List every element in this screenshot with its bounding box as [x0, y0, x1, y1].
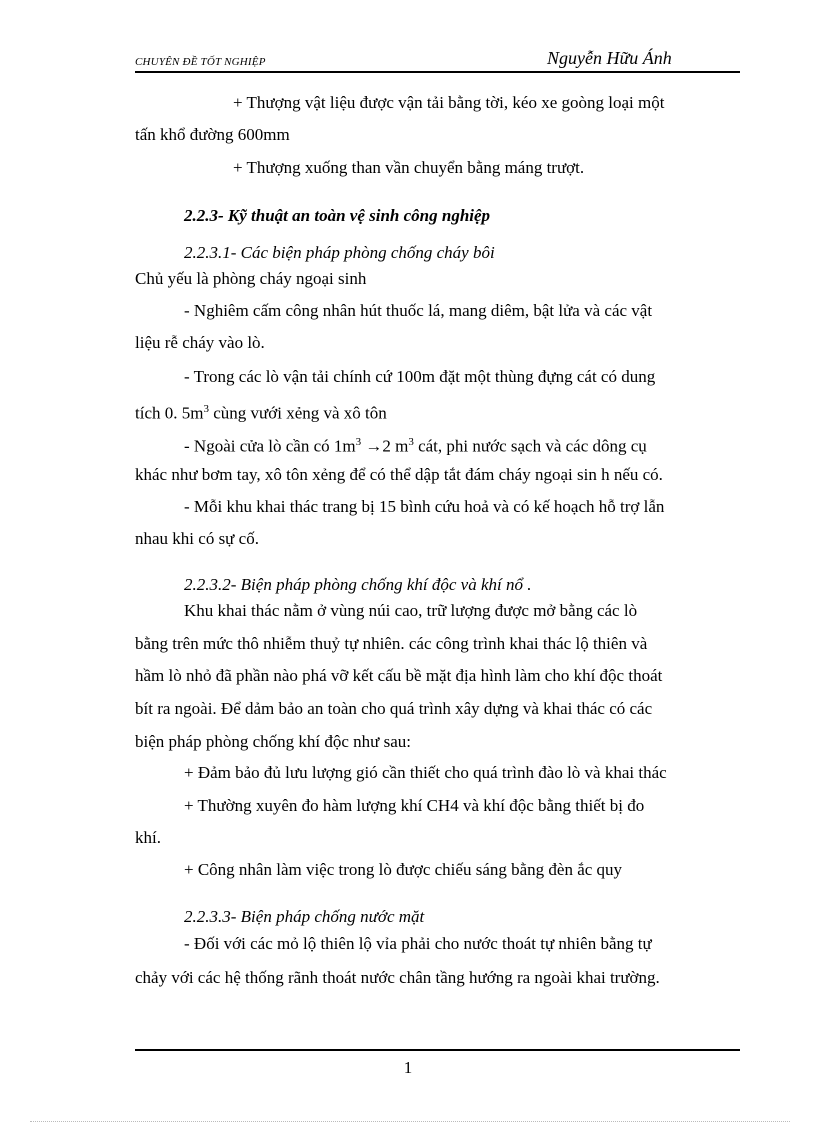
paragraph-line: Chủ yếu là phòng cháy ngoại sinh: [135, 269, 367, 288]
subsection-heading: 2.2.3.2- Biện pháp phòng chống khí độc và khí nổ .: [184, 575, 532, 594]
paragraph-line: bằng trên mức thô nhiễm thuỷ tự nhiên. các công trình khai thác lộ thiên và: [135, 634, 648, 653]
section-heading: 2.2.3- Kỹ thuật an toàn vệ sinh công nghiệp: [184, 206, 491, 225]
footer-divider: [135, 1049, 740, 1051]
page-header: [135, 48, 740, 72]
paragraph-line: - Mỗi khu khai thác trang bị 15 bình cứu hoả và có kế hoạch hỗ trợ lẫn: [184, 497, 665, 516]
paragraph-line: - Đối với các mỏ lộ thiên lộ vỉa phải cho nước thoát tự nhiên bằng tự: [184, 934, 652, 953]
subsection-heading: 2.2.3.1- Các biện pháp phòng chống cháy bôi: [184, 243, 495, 262]
paragraph-line: + Thượng xuống than vần chuyển bằng máng trượt.: [233, 158, 585, 177]
text-run: cùng vưới xẻng và xô tôn: [208, 403, 387, 423]
text-run: tích 0. 5m: [135, 403, 204, 423]
text-run: - Ngoài cửa lò cần có 1m: [184, 436, 356, 456]
header-author: Nguyễn Hữu Ánh: [547, 48, 672, 68]
paragraph-line: hầm lò nhỏ đã phần nào phá vỡ kết cấu bề mặt địa hình làm cho khí độc thoát: [135, 666, 663, 685]
paragraph-line: - Nghiêm cấm công nhân hút thuốc lá, mang diêm, bật lửa và các vật: [184, 301, 653, 320]
paragraph-line: chảy với các hệ thống rãnh thoát nước chân tầng hướng ra ngoài khai trường.: [135, 968, 660, 987]
superscript: 3: [408, 436, 414, 448]
page-number: 1: [403, 1058, 413, 1077]
subsection-heading: 2.2.3.3- Biện pháp chống nước mặt: [184, 907, 425, 926]
text-run: cát, phi nước sạch và các dông cụ: [413, 436, 647, 456]
page-edge-dotted-line: [30, 1121, 790, 1122]
paragraph-line: [135, 398, 387, 425]
paragraph-line: liệu rễ cháy vào lò.: [135, 333, 265, 352]
paragraph-line: nhau khi có sự cố.: [135, 529, 259, 548]
paragraph-line: tấn khổ đường 600mm: [135, 125, 290, 144]
superscript: 3: [203, 403, 209, 415]
arrow-symbol: →: [361, 436, 383, 456]
paragraph-line: bít ra ngoài. Để dảm bảo an toàn cho quá trình xây dựng và khai thác có các: [135, 699, 653, 718]
paragraph-line: - Trong các lò vận tải chính cứ 100m đặt một thùng đựng cát có dung: [184, 367, 656, 386]
paragraph-line: + Đảm bảo đủ lưu lượng gió cần thiết cho quá trình đào lò và khai thác: [184, 763, 667, 782]
paragraph-line: + Thường xuyên đo hàm lượng khí CH4 và khí độc bằng thiết bị đo: [184, 796, 645, 815]
paragraph-line: [184, 431, 647, 458]
header-title: CHUYÊN ĐỀ TỐT NGHIỆP: [135, 56, 266, 68]
paragraph-line: biện pháp phòng chống khí độc như sau:: [135, 732, 411, 751]
paragraph-line: khác như bơm tay, xô tôn xẻng để có thể dập tắt đám cháy ngoại sin h nếu có.: [135, 465, 663, 484]
paragraph-line: khí.: [135, 828, 161, 847]
superscript: 3: [355, 436, 362, 448]
paragraph-line: + Công nhân làm việc trong lò được chiếu sáng bằng đèn ắc quy: [184, 860, 623, 879]
header-divider: [135, 71, 740, 73]
text-run: 2 m: [382, 436, 409, 456]
paragraph-line: Khu khai thác nằm ở vùng núi cao, trữ lượng được mở bằng các lò: [184, 601, 638, 620]
paragraph-line: + Thượng vật liệu được vận tải bằng tời, kéo xe goòng loại một: [233, 93, 665, 112]
